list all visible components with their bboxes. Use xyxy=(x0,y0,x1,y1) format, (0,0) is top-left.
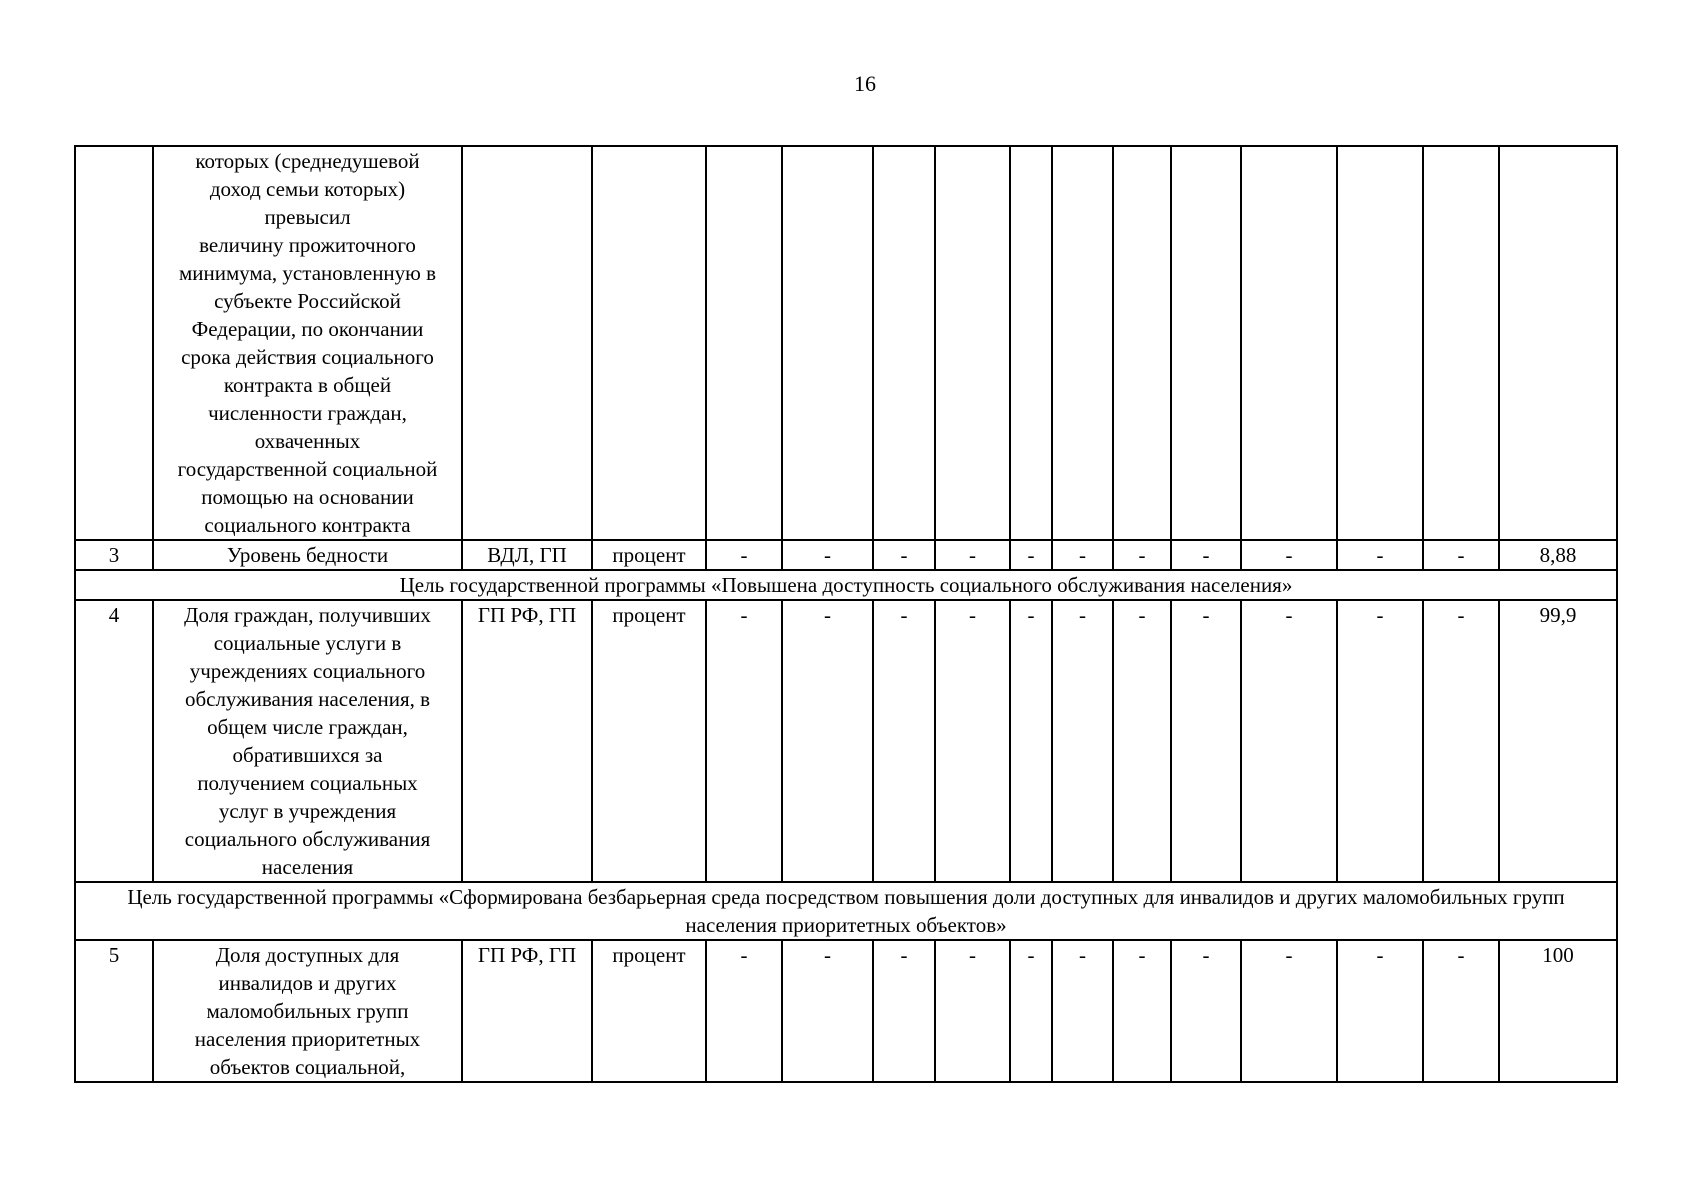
table-row xyxy=(75,600,1617,882)
indicators-table xyxy=(74,145,1618,1083)
table-row xyxy=(75,540,1617,570)
indicator-description: Уровень бедности xyxy=(153,540,462,570)
value-cell: - xyxy=(782,940,873,1082)
value-cell: - xyxy=(1241,600,1337,882)
value-cell: - xyxy=(1010,940,1052,1082)
value-cell: - xyxy=(873,540,935,570)
value-cell xyxy=(1337,146,1423,540)
final-value: 99,9 xyxy=(1499,600,1617,882)
value-cell: - xyxy=(1171,940,1241,1082)
value-cell: - xyxy=(1113,600,1171,882)
goal-row xyxy=(75,882,1617,940)
indicator-unit xyxy=(592,146,706,540)
row-number: 3 xyxy=(75,540,153,570)
value-cell: - xyxy=(873,600,935,882)
value-cell: - xyxy=(1052,940,1113,1082)
value-cell xyxy=(706,146,782,540)
value-cell xyxy=(935,146,1010,540)
indicator-description: которых (среднедушевой доход семьи которых) превысил величину прожиточного минимума, установленную в субъекте Российской Федерации, по окончании срока действия социального контракта в общей численности граждан, охваченных государственной социальной помощью на основании социального контракта xyxy=(153,146,462,540)
final-value xyxy=(1499,146,1617,540)
value-cell: - xyxy=(1171,540,1241,570)
value-cell: - xyxy=(706,940,782,1082)
row-number: 4 xyxy=(75,600,153,882)
value-cell: - xyxy=(706,540,782,570)
value-cell xyxy=(782,146,873,540)
value-cell: - xyxy=(935,940,1010,1082)
row-number xyxy=(75,146,153,540)
value-cell: - xyxy=(1113,940,1171,1082)
table-row xyxy=(75,146,1617,540)
value-cell: - xyxy=(1337,600,1423,882)
goal-text: Цель государственной программы «Повышена доступность социального обслуживания населения» xyxy=(75,570,1617,600)
row-number: 5 xyxy=(75,940,153,1082)
value-cell xyxy=(1171,146,1241,540)
value-cell: - xyxy=(1241,940,1337,1082)
final-value: 100 xyxy=(1499,940,1617,1082)
value-cell: - xyxy=(1337,940,1423,1082)
value-cell: - xyxy=(1171,600,1241,882)
table-row xyxy=(75,940,1617,1082)
indicator-unit: процент xyxy=(592,940,706,1082)
value-cell xyxy=(1241,146,1337,540)
indicator-unit: процент xyxy=(592,540,706,570)
indicator-type xyxy=(462,146,592,540)
value-cell: - xyxy=(935,540,1010,570)
value-cell: - xyxy=(1010,540,1052,570)
value-cell: - xyxy=(935,600,1010,882)
final-value: 8,88 xyxy=(1499,540,1617,570)
value-cell: - xyxy=(1113,540,1171,570)
indicator-description: Доля доступных для инвалидов и других маломобильных групп населения приоритетных объектов социальной, xyxy=(153,940,462,1082)
value-cell: - xyxy=(1423,540,1499,570)
value-cell: - xyxy=(782,540,873,570)
value-cell: - xyxy=(1052,600,1113,882)
page-number: 16 xyxy=(854,71,876,96)
value-cell xyxy=(1052,146,1113,540)
goal-row xyxy=(75,570,1617,600)
value-cell: - xyxy=(1337,540,1423,570)
indicator-unit: процент xyxy=(592,600,706,882)
value-cell xyxy=(873,146,935,540)
value-cell: - xyxy=(1010,600,1052,882)
value-cell: - xyxy=(1423,940,1499,1082)
value-cell: - xyxy=(1423,600,1499,882)
value-cell: - xyxy=(782,600,873,882)
indicator-type: ГП РФ, ГП xyxy=(462,940,592,1082)
value-cell: - xyxy=(1241,540,1337,570)
value-cell xyxy=(1010,146,1052,540)
indicator-type: ВДЛ, ГП xyxy=(462,540,592,570)
value-cell: - xyxy=(873,940,935,1082)
goal-text: Цель государственной программы «Сформирована безбарьерная среда посредством повышения доли доступных для инвалидов и других маломобильных групп населения приоритетных объектов» xyxy=(75,882,1617,940)
value-cell xyxy=(1113,146,1171,540)
value-cell: - xyxy=(1052,540,1113,570)
indicator-type: ГП РФ, ГП xyxy=(462,600,592,882)
value-cell xyxy=(1423,146,1499,540)
value-cell: - xyxy=(706,600,782,882)
indicator-description: Доля граждан, получивших социальные услуги в учреждениях социального обслуживания населения, в общем числе граждан, обратившихся за получением социальных услуг в учреждения социального обслуживания населения xyxy=(153,600,462,882)
